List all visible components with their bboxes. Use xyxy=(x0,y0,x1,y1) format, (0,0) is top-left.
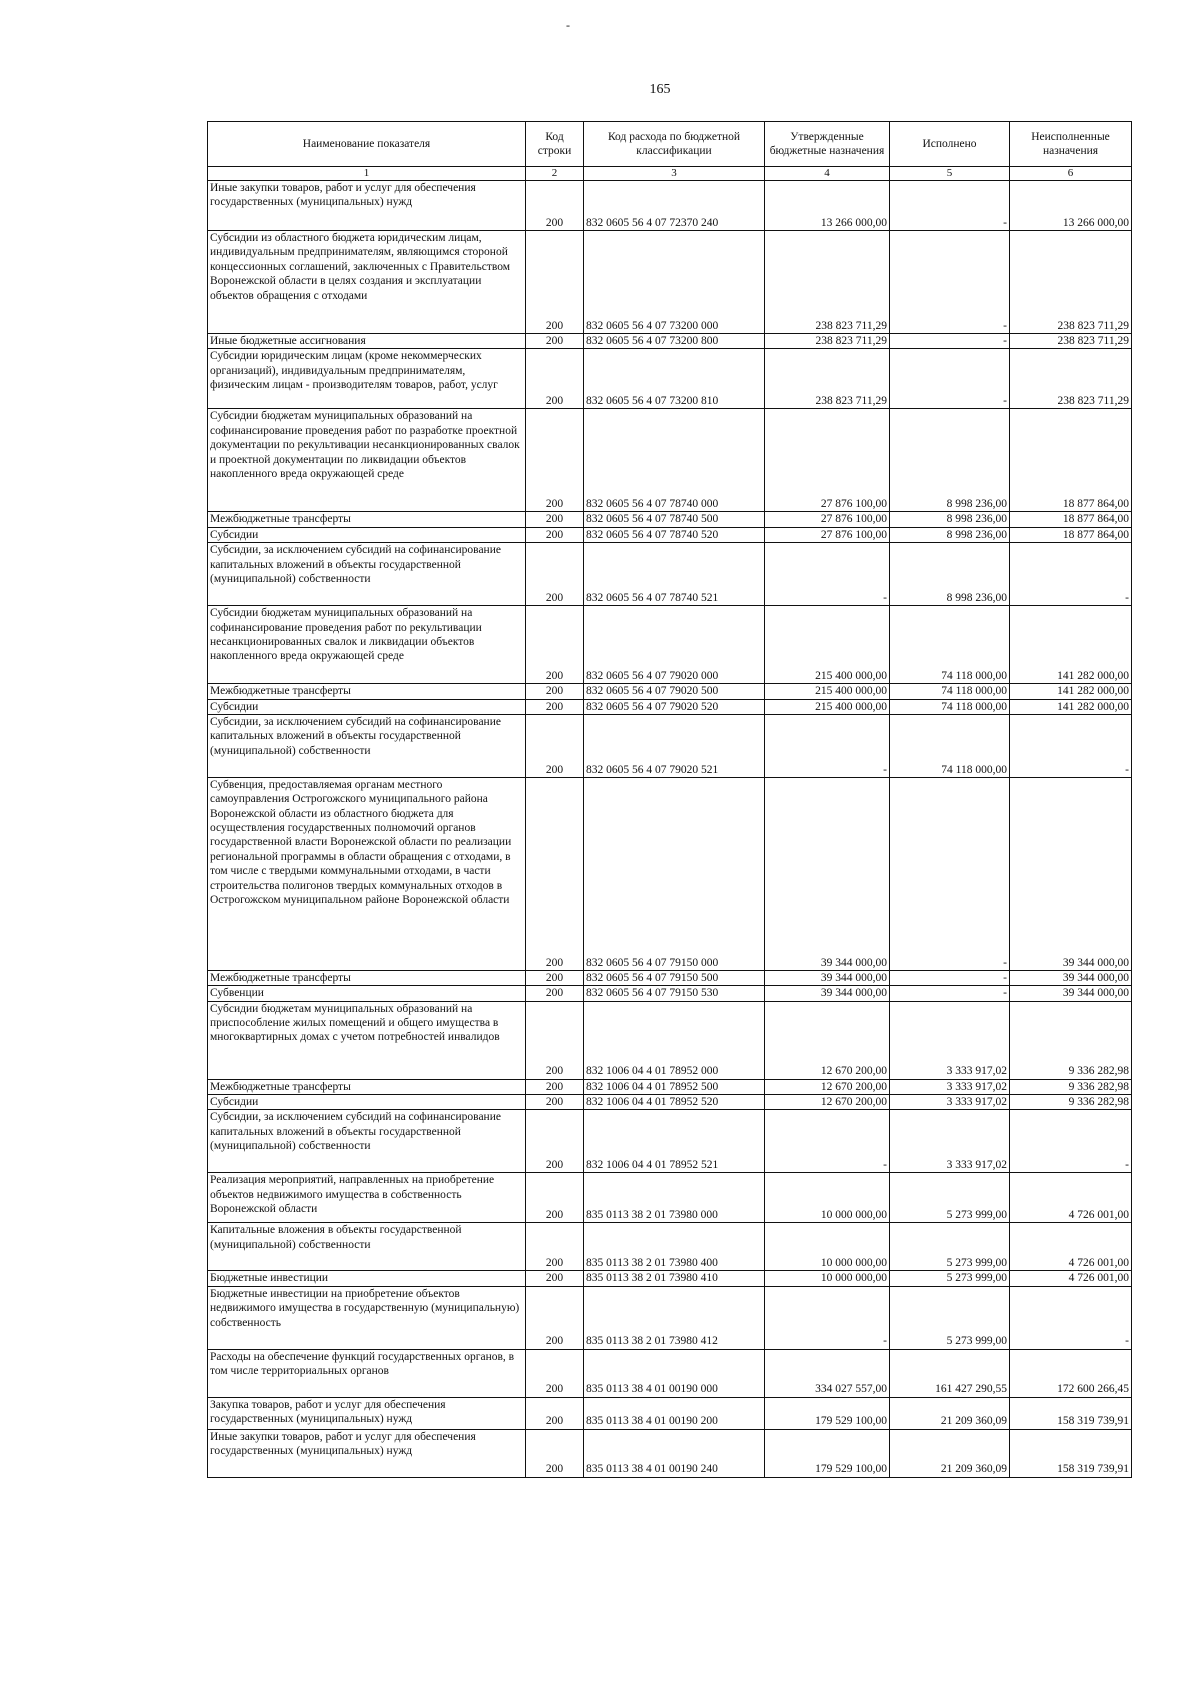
row-executed: 8 998 236,00 xyxy=(890,527,1010,542)
row-name: Субсидии, за исключением субсидий на софинансирование капитальных вложений в объекты государственной (муниципальной) собственности xyxy=(208,1110,526,1173)
row-approved: 39 344 000,00 xyxy=(765,986,890,1001)
row-code: 200 xyxy=(526,231,584,334)
row-executed: 8 998 236,00 xyxy=(890,409,1010,512)
top-dash-mark: - xyxy=(566,18,570,32)
row-name: Субсидии xyxy=(208,699,526,714)
table-row xyxy=(208,543,1132,606)
row-unexecuted: 18 877 864,00 xyxy=(1010,409,1132,512)
row-unexecuted: 39 344 000,00 xyxy=(1010,777,1132,970)
header-row-code: Код строки xyxy=(526,122,584,167)
row-code: 200 xyxy=(526,606,584,684)
row-executed: 5 273 999,00 xyxy=(890,1173,1010,1223)
row-budget-code: 832 0605 56 4 07 78740 000 xyxy=(584,409,765,512)
row-name: Межбюджетные трансферты xyxy=(208,512,526,527)
row-executed: 3 333 917,02 xyxy=(890,1001,1010,1079)
row-budget-code: 832 0605 56 4 07 79020 521 xyxy=(584,714,765,777)
row-name: Бюджетные инвестиции xyxy=(208,1271,526,1286)
row-name: Субвенция, предоставляемая органам местного самоуправления Острогожского муниципального района Воронежской области из областного бюджета для осуществления государственных полномочий органов государственной власти Воронежской области по реализации региональной программы в области обращения с отходами, в том числе с твердыми коммунальными отходами, в части строительства полигонов твердых коммунальных отходов в Острогожском муниципальном районе Воронежской области xyxy=(208,777,526,970)
row-name: Субсидии xyxy=(208,1095,526,1110)
row-name: Субсидии юридическим лицам (кроме некоммерческих организаций), индивидуальным предпринимателям, физическим лицам - производителям товаров, работ, услуг xyxy=(208,349,526,409)
row-approved: 215 400 000,00 xyxy=(765,606,890,684)
row-executed: 21 209 360,09 xyxy=(890,1429,1010,1477)
column-number: 3 xyxy=(584,167,765,181)
row-approved: 27 876 100,00 xyxy=(765,527,890,542)
row-budget-code: 835 0113 38 4 01 00190 000 xyxy=(584,1349,765,1397)
table-row xyxy=(208,1397,1132,1429)
row-executed: 8 998 236,00 xyxy=(890,543,1010,606)
row-budget-code: 832 0605 56 4 07 79020 500 xyxy=(584,684,765,699)
row-code: 200 xyxy=(526,1286,584,1349)
row-unexecuted: - xyxy=(1010,714,1132,777)
table-row xyxy=(208,1271,1132,1286)
row-name: Субсидии, за исключением субсидий на софинансирование капитальных вложений в объекты государственной (муниципальной) собственности xyxy=(208,714,526,777)
table-row xyxy=(208,970,1132,985)
row-budget-code: 832 1006 04 4 01 78952 000 xyxy=(584,1001,765,1079)
row-name: Иные бюджетные ассигнования xyxy=(208,334,526,349)
header-approved: Утвержденные бюджетные назначения xyxy=(765,122,890,167)
row-code: 200 xyxy=(526,1173,584,1223)
row-executed: 8 998 236,00 xyxy=(890,512,1010,527)
row-name: Иные закупки товаров, работ и услуг для обеспечения государственных (муниципальных) нужд xyxy=(208,1429,526,1477)
row-budget-code: 835 0113 38 4 01 00190 240 xyxy=(584,1429,765,1477)
row-unexecuted: 141 282 000,00 xyxy=(1010,699,1132,714)
row-code: 200 xyxy=(526,334,584,349)
row-approved: 334 027 557,00 xyxy=(765,1349,890,1397)
row-approved: 238 823 711,29 xyxy=(765,231,890,334)
table-header-row xyxy=(208,122,1132,167)
row-code: 200 xyxy=(526,349,584,409)
row-approved: 238 823 711,29 xyxy=(765,334,890,349)
row-budget-code: 832 1006 04 4 01 78952 520 xyxy=(584,1095,765,1110)
row-code: 200 xyxy=(526,1349,584,1397)
row-budget-code: 832 1006 04 4 01 78952 521 xyxy=(584,1110,765,1173)
row-executed: - xyxy=(890,231,1010,334)
column-number: 1 xyxy=(208,167,526,181)
table-row xyxy=(208,1001,1132,1079)
row-code: 200 xyxy=(526,1223,584,1271)
row-name: Капитальные вложения в объекты государственной (муниципальной) собственности xyxy=(208,1223,526,1271)
row-code: 200 xyxy=(526,1095,584,1110)
row-unexecuted: 4 726 001,00 xyxy=(1010,1173,1132,1223)
header-name: Наименование показателя xyxy=(208,122,526,167)
row-executed: 5 273 999,00 xyxy=(890,1271,1010,1286)
row-name: Межбюджетные трансферты xyxy=(208,684,526,699)
column-number: 5 xyxy=(890,167,1010,181)
row-unexecuted: 172 600 266,45 xyxy=(1010,1349,1132,1397)
column-number-row xyxy=(208,167,1132,181)
row-budget-code: 832 0605 56 4 07 79020 520 xyxy=(584,699,765,714)
table-row xyxy=(208,334,1132,349)
table-row xyxy=(208,1286,1132,1349)
row-budget-code: 832 0605 56 4 07 73200 810 xyxy=(584,349,765,409)
column-number: 6 xyxy=(1010,167,1132,181)
row-code: 200 xyxy=(526,986,584,1001)
row-code: 200 xyxy=(526,1110,584,1173)
row-unexecuted: 238 823 711,29 xyxy=(1010,349,1132,409)
row-unexecuted: 39 344 000,00 xyxy=(1010,970,1132,985)
row-unexecuted: 18 877 864,00 xyxy=(1010,527,1132,542)
row-code: 200 xyxy=(526,1397,584,1429)
row-executed: 3 333 917,02 xyxy=(890,1110,1010,1173)
row-unexecuted: - xyxy=(1010,543,1132,606)
header-unexecuted: Неисполненные назначения xyxy=(1010,122,1132,167)
table-row xyxy=(208,349,1132,409)
row-name: Межбюджетные трансферты xyxy=(208,1079,526,1094)
table-row xyxy=(208,1173,1132,1223)
column-number: 2 xyxy=(526,167,584,181)
row-budget-code: 832 0605 56 4 07 78740 521 xyxy=(584,543,765,606)
row-budget-code: 832 0605 56 4 07 72370 240 xyxy=(584,181,765,231)
row-budget-code: 832 0605 56 4 07 73200 000 xyxy=(584,231,765,334)
row-approved: 12 670 200,00 xyxy=(765,1079,890,1094)
row-budget-code: 835 0113 38 2 01 73980 412 xyxy=(584,1286,765,1349)
row-unexecuted: - xyxy=(1010,1286,1132,1349)
row-code: 200 xyxy=(526,181,584,231)
row-executed: 3 333 917,02 xyxy=(890,1095,1010,1110)
row-budget-code: 832 0605 56 4 07 79150 530 xyxy=(584,986,765,1001)
row-approved: 39 344 000,00 xyxy=(765,777,890,970)
row-name: Субвенции xyxy=(208,986,526,1001)
table-row xyxy=(208,606,1132,684)
row-code: 200 xyxy=(526,1429,584,1477)
table-row xyxy=(208,1095,1132,1110)
row-executed: - xyxy=(890,970,1010,985)
row-unexecuted: 141 282 000,00 xyxy=(1010,606,1132,684)
row-approved: - xyxy=(765,543,890,606)
row-budget-code: 832 0605 56 4 07 79150 000 xyxy=(584,777,765,970)
row-approved: - xyxy=(765,1286,890,1349)
row-name: Субсидии бюджетам муниципальных образований на софинансирование проведения работ по рекультивации несанкционированных свалок и ликвидации объектов накопленного вреда окружающей среде xyxy=(208,606,526,684)
row-code: 200 xyxy=(526,684,584,699)
table-row xyxy=(208,699,1132,714)
row-name: Межбюджетные трансферты xyxy=(208,970,526,985)
table-row xyxy=(208,409,1132,512)
row-executed: - xyxy=(890,777,1010,970)
row-approved: - xyxy=(765,714,890,777)
row-code: 200 xyxy=(526,1271,584,1286)
budget-execution-table xyxy=(207,121,1132,1478)
row-code: 200 xyxy=(526,777,584,970)
table-body xyxy=(208,181,1132,1478)
row-executed: 5 273 999,00 xyxy=(890,1286,1010,1349)
row-unexecuted: 9 336 282,98 xyxy=(1010,1095,1132,1110)
row-name: Бюджетные инвестиции на приобретение объектов недвижимого имущества в государственную (муниципальную) собственность xyxy=(208,1286,526,1349)
row-executed: 21 209 360,09 xyxy=(890,1397,1010,1429)
row-code: 200 xyxy=(526,512,584,527)
row-approved: 27 876 100,00 xyxy=(765,409,890,512)
row-unexecuted: 158 319 739,91 xyxy=(1010,1429,1132,1477)
row-executed: 74 118 000,00 xyxy=(890,714,1010,777)
table-row xyxy=(208,1079,1132,1094)
row-executed: 74 118 000,00 xyxy=(890,684,1010,699)
row-unexecuted: 39 344 000,00 xyxy=(1010,986,1132,1001)
row-budget-code: 832 0605 56 4 07 78740 500 xyxy=(584,512,765,527)
row-executed: 161 427 290,55 xyxy=(890,1349,1010,1397)
row-approved: 215 400 000,00 xyxy=(765,699,890,714)
row-approved: 10 000 000,00 xyxy=(765,1173,890,1223)
table-row xyxy=(208,512,1132,527)
row-executed: 74 118 000,00 xyxy=(890,606,1010,684)
row-approved: 13 266 000,00 xyxy=(765,181,890,231)
header-executed: Исполнено xyxy=(890,122,1010,167)
table-row xyxy=(208,986,1132,1001)
row-executed: - xyxy=(890,181,1010,231)
row-unexecuted: 238 823 711,29 xyxy=(1010,231,1132,334)
row-approved: 10 000 000,00 xyxy=(765,1223,890,1271)
row-budget-code: 832 0605 56 4 07 79150 500 xyxy=(584,970,765,985)
row-approved: 179 529 100,00 xyxy=(765,1397,890,1429)
table-row xyxy=(208,527,1132,542)
header-budget-code: Код расхода по бюджетной классификации xyxy=(584,122,765,167)
row-approved: 179 529 100,00 xyxy=(765,1429,890,1477)
row-code: 200 xyxy=(526,543,584,606)
row-name: Расходы на обеспечение функций государственных органов, в том числе территориальных органов xyxy=(208,1349,526,1397)
row-approved: - xyxy=(765,1110,890,1173)
row-code: 200 xyxy=(526,409,584,512)
row-unexecuted: - xyxy=(1010,1110,1132,1173)
row-budget-code: 832 1006 04 4 01 78952 500 xyxy=(584,1079,765,1094)
row-approved: 39 344 000,00 xyxy=(765,970,890,985)
row-unexecuted: 9 336 282,98 xyxy=(1010,1079,1132,1094)
row-approved: 27 876 100,00 xyxy=(765,512,890,527)
table-row xyxy=(208,181,1132,231)
row-name: Субсидии xyxy=(208,527,526,542)
row-approved: 10 000 000,00 xyxy=(765,1271,890,1286)
row-approved: 12 670 200,00 xyxy=(765,1001,890,1079)
row-budget-code: 835 0113 38 2 01 73980 410 xyxy=(584,1271,765,1286)
row-code: 200 xyxy=(526,714,584,777)
column-number: 4 xyxy=(765,167,890,181)
row-budget-code: 832 0605 56 4 07 73200 800 xyxy=(584,334,765,349)
row-executed: 5 273 999,00 xyxy=(890,1223,1010,1271)
table-row xyxy=(208,714,1132,777)
row-unexecuted: 158 319 739,91 xyxy=(1010,1397,1132,1429)
row-approved: 12 670 200,00 xyxy=(765,1095,890,1110)
row-approved: 215 400 000,00 xyxy=(765,684,890,699)
row-budget-code: 832 0605 56 4 07 78740 520 xyxy=(584,527,765,542)
row-budget-code: 835 0113 38 2 01 73980 400 xyxy=(584,1223,765,1271)
row-code: 200 xyxy=(526,1001,584,1079)
table-row xyxy=(208,1110,1132,1173)
row-executed: - xyxy=(890,334,1010,349)
table-row xyxy=(208,1349,1132,1397)
row-code: 200 xyxy=(526,1079,584,1094)
row-name: Закупка товаров, работ и услуг для обеспечения государственных (муниципальных) нужд xyxy=(208,1397,526,1429)
table-row xyxy=(208,1429,1132,1477)
row-unexecuted: 141 282 000,00 xyxy=(1010,684,1132,699)
row-approved: 238 823 711,29 xyxy=(765,349,890,409)
row-code: 200 xyxy=(526,699,584,714)
row-name: Субсидии бюджетам муниципальных образований на приспособление жилых помещений и общего имущества в многоквартирных домах с учетом потребностей инвалидов xyxy=(208,1001,526,1079)
table-row xyxy=(208,684,1132,699)
table-row xyxy=(208,777,1132,970)
row-unexecuted: 4 726 001,00 xyxy=(1010,1223,1132,1271)
row-code: 200 xyxy=(526,970,584,985)
row-budget-code: 835 0113 38 4 01 00190 200 xyxy=(584,1397,765,1429)
row-code: 200 xyxy=(526,527,584,542)
row-executed: - xyxy=(890,986,1010,1001)
row-name: Иные закупки товаров, работ и услуг для обеспечения государственных (муниципальных) нужд xyxy=(208,181,526,231)
row-executed: 3 333 917,02 xyxy=(890,1079,1010,1094)
row-unexecuted: 18 877 864,00 xyxy=(1010,512,1132,527)
row-name: Субсидии, за исключением субсидий на софинансирование капитальных вложений в объекты государственной (муниципальной) собственности xyxy=(208,543,526,606)
row-executed: 74 118 000,00 xyxy=(890,699,1010,714)
row-budget-code: 835 0113 38 2 01 73980 000 xyxy=(584,1173,765,1223)
table-row xyxy=(208,231,1132,334)
row-name: Субсидии бюджетам муниципальных образований на софинансирование проведения работ по разработке проектной документации по рекультивации несанкционированных свалок и проектной документации по ликвидации объектов накопленного вреда окружающей среде xyxy=(208,409,526,512)
row-executed: - xyxy=(890,349,1010,409)
row-unexecuted: 238 823 711,29 xyxy=(1010,334,1132,349)
row-budget-code: 832 0605 56 4 07 79020 000 xyxy=(584,606,765,684)
row-name: Реализация мероприятий, направленных на приобретение объектов недвижимого имущества в собственность Воронежской области xyxy=(208,1173,526,1223)
table-row xyxy=(208,1223,1132,1271)
row-unexecuted: 9 336 282,98 xyxy=(1010,1001,1132,1079)
row-unexecuted: 4 726 001,00 xyxy=(1010,1271,1132,1286)
page-number: 165 xyxy=(649,82,671,97)
row-unexecuted: 13 266 000,00 xyxy=(1010,181,1132,231)
row-name: Субсидии из областного бюджета юридическим лицам, индивидуальным предпринимателям, являющимся стороной концессионных соглашений, заключенных с Правительством Воронежской области в целях создания и эксплуатации объектов обращения с отходами xyxy=(208,231,526,334)
